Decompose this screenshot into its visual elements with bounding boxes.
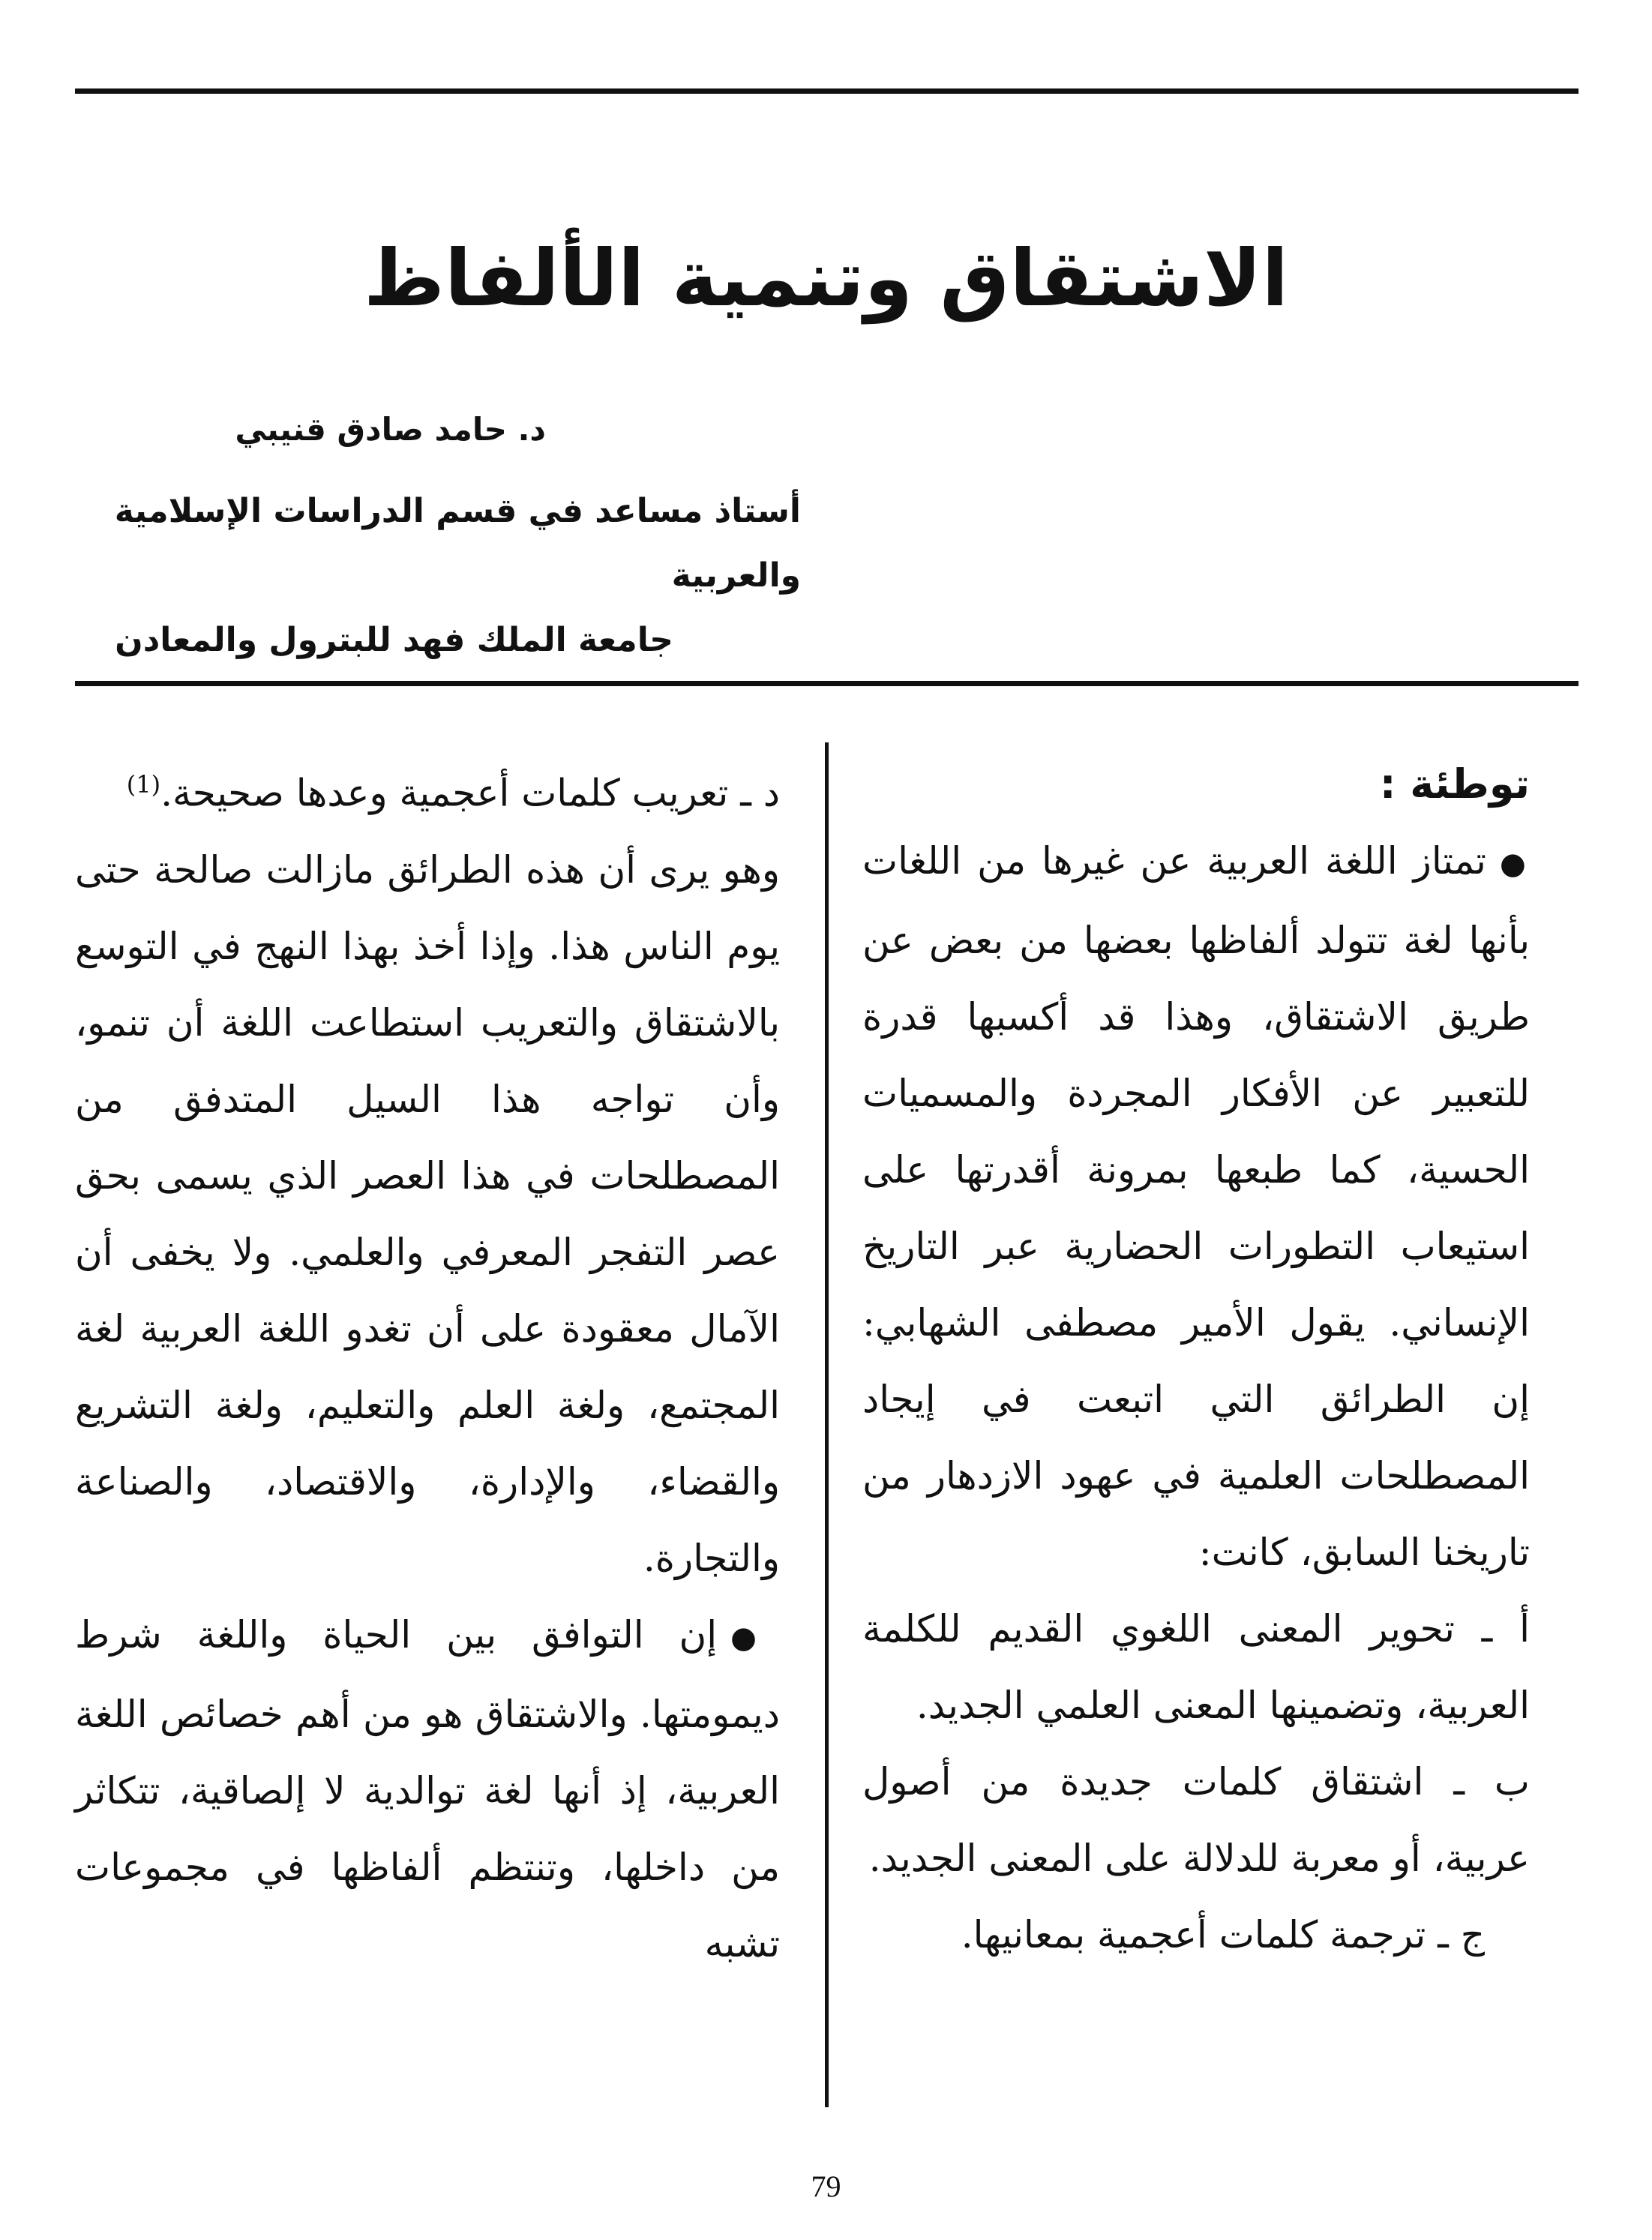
right-column (862, 746, 1530, 1973)
header-divider-rule (75, 681, 1579, 686)
article-title: الاشتقاق وتنمية الألفاظ (363, 232, 1289, 324)
author-position: أستاذ مساعد في قسم الدراسات الإسلامية والعربية (114, 492, 801, 595)
page-number: 79 (811, 2170, 841, 2203)
author-name: د. حامد صادق قنيبي (235, 411, 546, 448)
top-rule (75, 88, 1579, 94)
bullet-paragraph (75, 1597, 780, 1982)
bullet-icon: ● (730, 1620, 780, 1655)
column-divider (825, 742, 829, 2107)
intro-paragraph (862, 823, 1530, 1591)
intro-paragraph-text: تمتاز اللغة العربية عن غيرها من اللغات بأنها لغة تتولد ألفاظها بعضها من بعض عن طريق الاشتقاق، وهذا قد أكسبها قدرة للتعبير عن الأفكار المجردة والمسميات الحسية، كما طبعها بمرونة أقدرتها على استيعاب التطورات الحضارية عبر التاريخ الإنساني. يقول الأمير مصطفى الشهابي: إن الطرائق التي اتبعت في إيجاد المصطلحات العلمية في عهود الازدهار من تاريخنا السابق، كانت: (862, 839, 1530, 1574)
bullet-paragraph-text: إن التوافق بين الحياة واللغة شرط ديمومتها. والاشتقاق هو من أهم خصائص اللغة العربية، إذ أنها لغة توالدية لا إلصاقية، تتكاثر من داخلها، وتنتظم ألفاظها في مجموعات تشبه (75, 1612, 780, 1966)
section-heading: توطئة : (1379, 760, 1530, 808)
list-item-b: ب ـ اشتقاق كلمات جديدة من أصول عربية، أو معربة للدلالة على المعنى الجديد. (862, 1760, 1530, 1880)
bullet-icon: ● (1499, 847, 1531, 881)
list-item-a: أ ـ تحوير المعنى اللغوي القديم للكلمة العربية، وتضمينها المعنى العلمي الجديد. (862, 1607, 1530, 1727)
list-item-c: ج ـ ترجمة كلمات أعجمية بمعانيها. (961, 1913, 1485, 1957)
author-university: جامعة الملك فهد للبترول والمعادن (115, 621, 673, 659)
author-block (36, 411, 801, 673)
list-item-d-text: د ـ تعريب كلمات أعجمية وعدها صحيحة. (160, 771, 780, 815)
body-paragraph: وهو يرى أن هذه الطرائق مازالت صالحة حتى يوم الناس هذا. وإذا أخذ بهذا النهج في التوسع بالاشتقاق والتعريب استطاعت اللغة أن تنمو، وأن تواجه هذا السيل المتدفق من المصطلحات في هذا العصر الذي يسمى بحق عصر التفجر المعرفي والعلمي. ولا يخفى أن الآمال معقودة على أن تغدو اللغة العربية لغة المجتمع، ولغة العلم والتعليم، ولغة التشريع والقضاء، والإدارة، والاقتصاد، والصناعة والتجارة. (75, 847, 780, 1580)
footnote-reference: (1) (126, 770, 161, 799)
list-item-d (75, 746, 780, 832)
left-column (75, 746, 780, 1982)
